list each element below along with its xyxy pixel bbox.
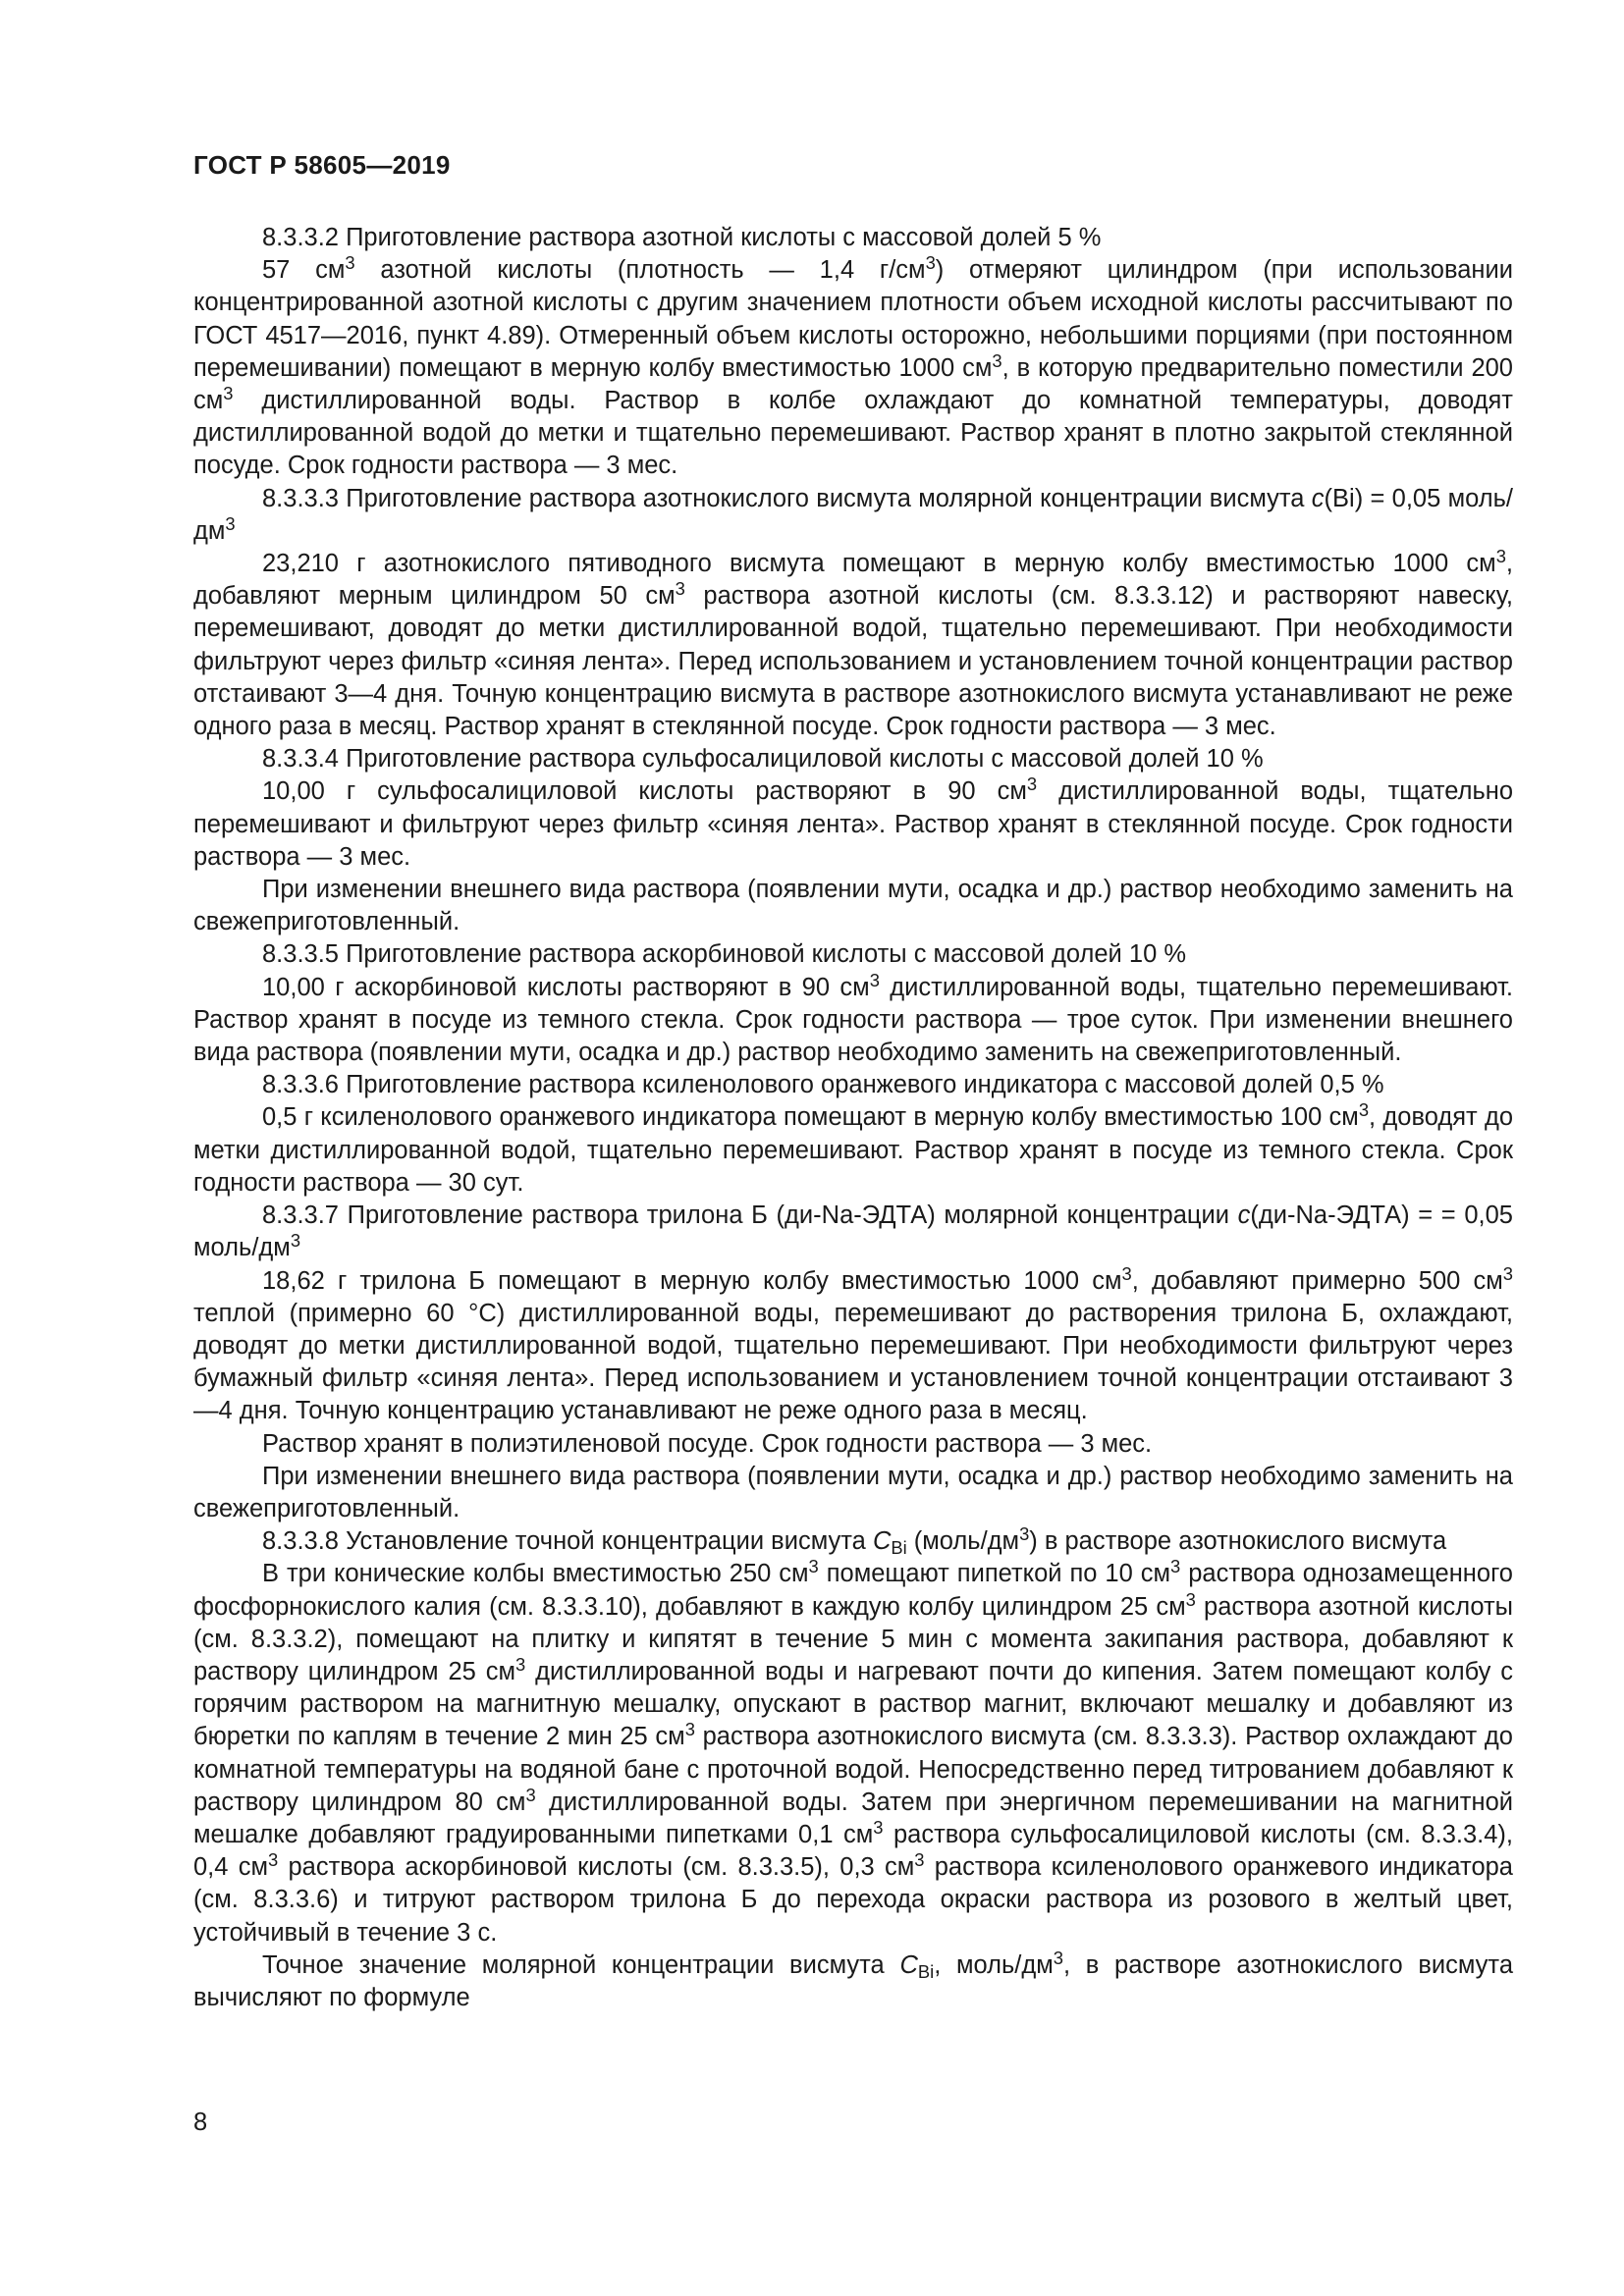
document-body (193, 222, 1513, 2014)
paragraph: Точное значение молярной концентрации висмута $C_{Bi}$, моль/$дм^3$, в растворе азотнокислого висмута вычисляют по формуле (193, 1947, 1514, 2011)
section-heading-8-3-3-2: 8.3.3.2 Приготовление раствора азотной кислоты с массовой долей 5 % (262, 224, 1102, 251)
section-heading-8-3-3-4: 8.3.3.4 Приготовление раствора сульфосалициловой кислоты с массовой долей 10 % (262, 745, 1264, 774)
section-heading-8-3-3-8: 8.3.3.8 Установление точной концентрации висмута $C_{Bi}$ $(моль/дм^3)$ в растворе азотнокислого висмута (262, 1523, 1447, 1559)
paragraph: Раствор хранят в полиэтиленовой посуде. Срок годности раствора — 3 мес. (262, 1429, 1153, 1458)
section-heading-8-3-3-5: 8.3.3.5 Приготовление раствора аскорбиновой кислоты с массовой долей 10 % (262, 940, 1187, 969)
paragraph: 0,5 г ксиленолового оранжевого индикатора помещают в мерную колбу вместимостью 100 $см^3$, доводят до метки дистиллированной водой, тщательно перемешивают. Раствор хранят в посуде из темного стекла. Срок годности раствора — 30 сут. (193, 1099, 1514, 1197)
page-number: 8 (193, 2109, 208, 2136)
paragraph: При изменении внешнего вида раствора (появлении мути, осадка и др.) раствор необходимо заменить на свежеприготовленный. (193, 1462, 1513, 1522)
paragraph: 18,62 г трилона Б помещают в мерную колбу вместимостью 1000 $см^3$, добавляют примерно 500 $см^3$ теплой (примерно 60 °С) дистиллированной воды, перемешивают до растворения трилона Б, охлаждают, доводят до метки дистиллированной водой, тщательно перемешивают. При необходимости фильтруют через бумажный фильтр «синяя лента». Перед использованием и установлением точной концентрации отстаивают 3—4 дня. Точную концентрацию устанавливают не реже одного раза в месяц. (193, 1262, 1513, 1425)
section-heading-8-3-3-6: 8.3.3.6 Приготовление раствора ксиленолового оранжевого индикатора с массовой долей 0,5 % (262, 1071, 1384, 1099)
section-heading-8-3-3-7: 8.3.3.7 Приготовление раствора трилона Б (ди-Na-ЭДТА) молярной концентрации c(ди-Na-ЭДТА) = = 0,05 моль/$дм^3$ (193, 1201, 1513, 1262)
paragraph: В три конические колбы вместимостью 250 $см^3$ помещают пипеткой по 10 $см^3$ раствора однозамещенного фосфорнокислого калия (см. 8.3.3.10), добавляют в каждую колбу цилиндром 25 $см^3$ раствора азотной кислоты (см. 8.3.3.2), помещают на плитку и кипятят в течение 5 мин с момента закипания раствора, добавляют к раствору цилиндром 25 $см^3$ дистиллированной воды и нагревают почти до кипения. Затем помещают колбу с горячим раствором на магнитную мешалку, опускают в раствор магнит, включают мешалку и добавляют из бюретки по каплям в течение 2 мин 25 $см^3$ раствора азотнокислого висмута (см. 8.3.3.3). Раствор охлаждают до комнатной температуры на водяной бане с проточной водой. Непосредственно перед титрованием добавляют к раствору цилиндром 80 $см^3$ дистиллированной воды. Затем при энергичном перемешивании на магнитной мешалке добавляют градуированными пипетками 0,1 $см^3$ раствора сульфосалициловой кислоты (см. 8.3.3.4), 0,4 $см^3$ раствора аскорбиновой кислоты (см. 8.3.3.5), 0,3 $см^3$ раствора ксиленолового оранжевого индикатора (см. 8.3.3.6) и титруют раствором трилона Б до перехода окраски раствора из розового в желтый цвет, устойчивый в течение 3 с. (193, 1556, 1514, 1947)
paragraph: 10,00 г аскорбиновой кислоты растворяют в 90 $см^3$ дистиллированной воды, тщательно перемешивают. Раствор хранят в посуде из темного стекла. Срок годности раствора — трое суток. При изменении внешнего вида раствора (появлении мути, осадка и др.) раствор необходимо заменить на свежеприготовленный. (193, 969, 1513, 1067)
section-heading-8-3-3-3: 8.3.3.3 Приготовление раствора азотнокислого висмута молярной концентрации висмута c(Bi) = 0,05 моль/$дм^3$ (193, 484, 1513, 545)
paragraph: 10,00 г сульфосалициловой кислоты растворяют в 90 $см^3$ дистиллированной воды, тщательно перемешивают и фильтруют через фильтр «синяя лента». Раствор хранят в стеклянной посуде. Срок годности раствора — 3 мес. (193, 774, 1514, 871)
paragraph: 57 $см^3$ азотной кислоты (плотность — 1,4 $г/см^3$) отмеряют цилиндром (при использовании концентрированной азотной кислоты с другим значением плотности объем исходной кислоты рассчитывают по ГОСТ 4517—2016, пункт 4.89). Отмеренный объем кислоты осторожно, небольшими порциями (при постоянном перемешивании) помещают в мерную колбу вместимостью 1000 $см^3$, в которую предварительно поместили 200 $см^3$ дистиллированной воды. Раствор в колбе охлаждают до комнатной температуры, доводят дистиллированной водой до метки и тщательно перемешивают. Раствор хранят в плотно закрытой стеклянной посуде. Срок годности раствора — 3 мес. (193, 252, 1513, 480)
paragraph: При изменении внешнего вида раствора (появлении мути, осадка и др.) раствор необходимо заменить на свежеприготовленный. (193, 876, 1513, 936)
document-header: ГОСТ Р 58605—2019 (193, 150, 451, 180)
paragraph: 23,210 г азотнокислого пятиводного висмута помещают в мерную колбу вместимостью 1000 $см^3$, добавляют мерным цилиндром 50 $см^3$ раствора азотной кислоты (см. 8.3.3.12) и растворяют навеску, перемешивают, доводят до метки дистиллированной водой, тщательно перемешивают. При необходимости фильтруют через фильтр «синяя лента». Перед использованием и установлением точной концентрации раствор отстаивают 3—4 дня. Точную концентрацию висмута в растворе азотнокислого висмута устанавливают не реже одного раза в месяц. Раствор хранят в стеклянной посуде. Срок годности раствора — 3 мес. (193, 546, 1514, 741)
